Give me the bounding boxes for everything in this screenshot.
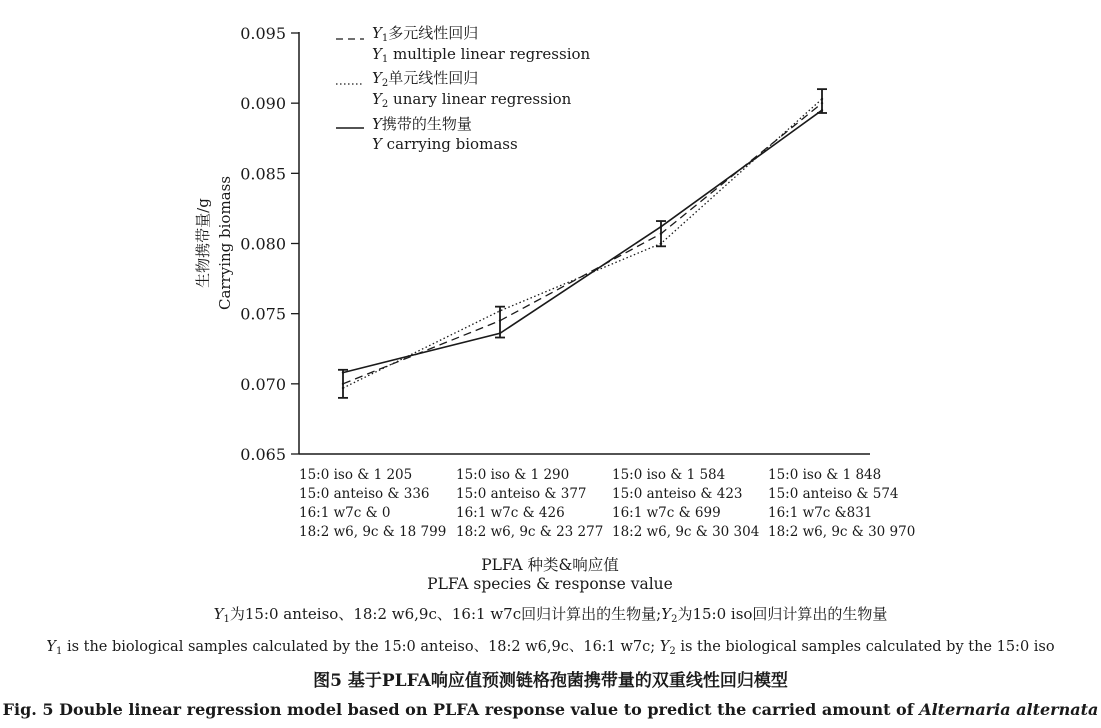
y-tick-label: 0.070 [240, 374, 286, 394]
category-label-2: 15:0 iso & 1 290 15:0 anteiso & 377 16:1 w7c & 426 18:2 w6, 9c & 23 277 [456, 467, 604, 540]
legend-entry-y2-zh: $Y_2$单元线性回归 [372, 69, 479, 89]
y-tick-label: 0.085 [240, 164, 286, 184]
legend-entry-y-zh: Y携带的生物量 [372, 115, 472, 133]
y-tick-label: 0.095 [240, 24, 286, 43]
category-label-4: 15:0 iso & 1 848 15:0 anteiso & 574 16:1 w7c &831 18:2 w6, 9c & 30 970 [768, 467, 916, 540]
category-label-3: 15:0 iso & 1 584 15:0 anteiso & 423 16:1 w7c & 699 18:2 w6, 9c & 30 304 [612, 467, 760, 540]
legend-entry-y1-zh: $Y_1$多元线性回归 [372, 24, 479, 44]
y-tick-label: 0.075 [240, 304, 286, 324]
y-axis-label-en: Carrying biomass [216, 175, 234, 311]
category-label-1: 15:0 iso & 1 205 15:0 anteiso & 336 16:1 w7c & 0 18:2 w6, 9c & 18 799 [299, 467, 447, 540]
legend-entry-y1-en: $Y_1$ multiple linear regression [372, 45, 591, 65]
legend-entry-y-en: Y carrying biomass [372, 135, 518, 153]
note-zh: $Y_1$为15:0 anteiso、18:2 w6,9c、16:1 w7c回归计算出的生物量$;Y_2$为15:0 iso回归计算出的生物量 [213, 605, 888, 625]
legend-entry-y2-en: $Y_2$ unary linear regression [372, 90, 572, 110]
x-axis-label-en: PLFA species & response value [427, 575, 673, 593]
y-axis-label-zh: 生物携带量/g [194, 198, 212, 288]
x-axis-label-zh: PLFA 种类&响应值 [481, 556, 619, 574]
y-tick-label: 0.090 [240, 94, 286, 114]
y-tick-label: 0.080 [240, 234, 286, 254]
y-tick-label: 0.065 [240, 445, 286, 460]
figure-caption-zh: 图5 基于PLFA响应值预测链格孢菌携带量的双重线性回归模型 [313, 671, 788, 691]
note-en: $Y_1$ is the biological samples calculated by the 15:0 anteiso、18:2 w6,9c、16:1 w7c; $Y_2$ is the biological samples calculated by the 15:0 iso [46, 639, 1055, 657]
figure-caption-en: Fig. 5 Double linear regression model based on PLFA response value to predict the carried amount of Alternaria alternata [2, 700, 1099, 719]
